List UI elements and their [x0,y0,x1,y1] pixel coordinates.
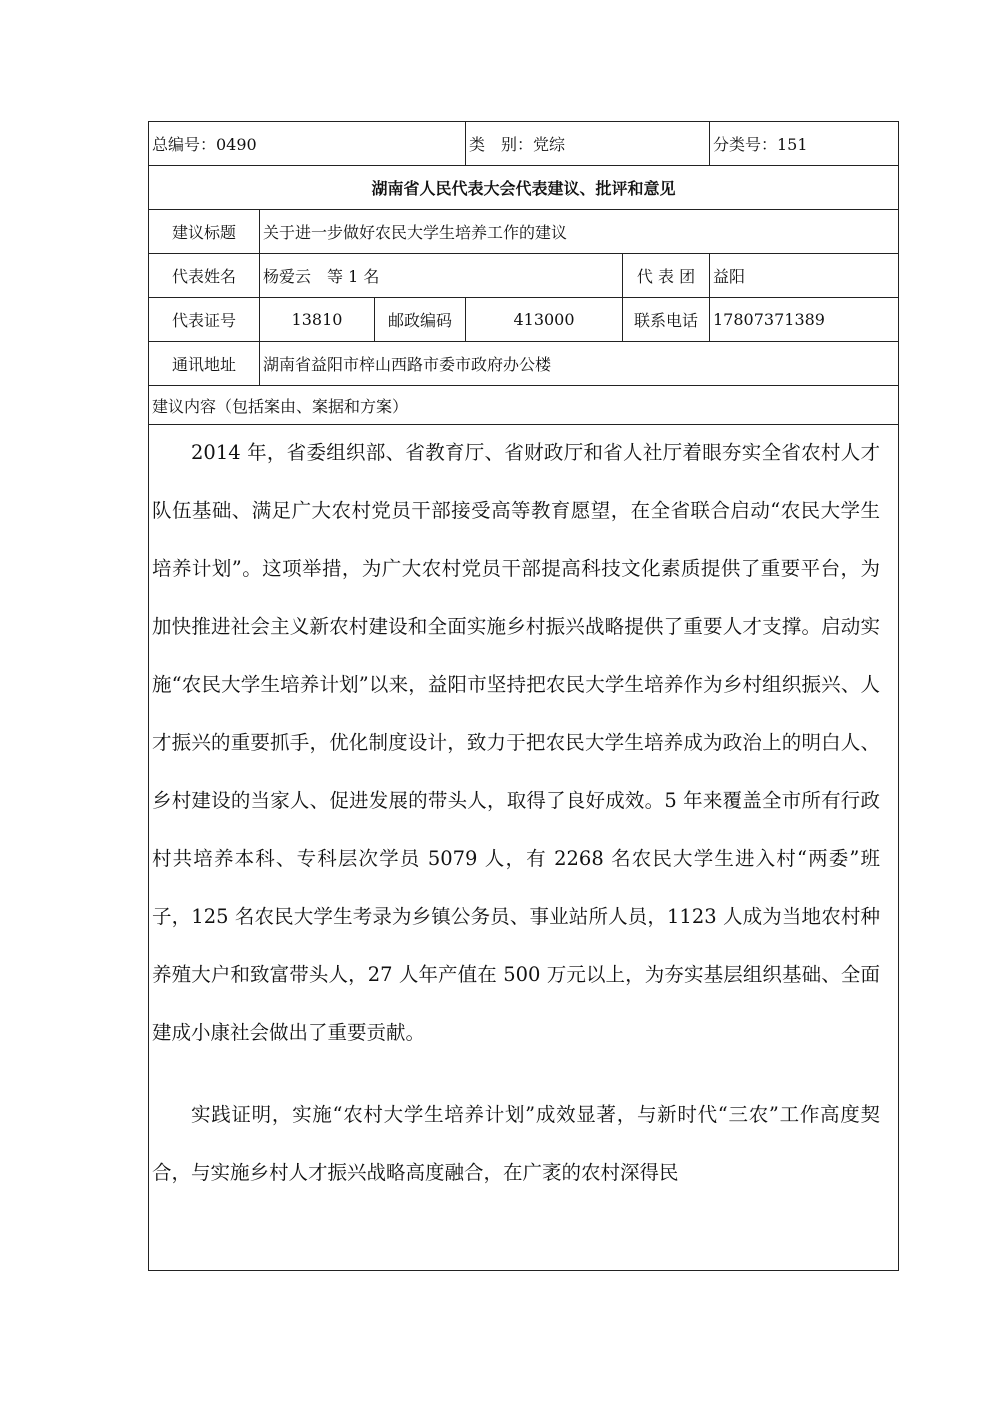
phone-value: 17807371389 [713,310,825,329]
delegation-value: 益阳 [713,267,746,286]
id-value: 13810 [291,310,343,329]
form-title: 湖南省人民代表大会代表建议、批评和意见 [371,179,676,198]
topic-value: 关于进一步做好农民大学生培养工作的建议 [263,223,568,242]
postcode-label: 邮政编码 [387,311,452,330]
proposal-form [148,121,899,1271]
phone-label: 联系电话 [633,311,698,330]
name-label: 代表姓名 [171,267,236,286]
name-value: 杨爱云 等 1 名 [263,267,380,286]
id-label: 代表证号 [171,311,236,330]
postcode-value: 413000 [513,310,575,329]
content-label: 建议内容（包括案由、案据和方案） [152,396,409,416]
proposal-content [149,424,898,1202]
delegation-label: 代 表 团 [636,267,696,286]
content-paragraph: 实践证明，实施“农村大学生培养计划”成效显著，与新时代“三农”工作高度契合，与实施乡村人才振兴战略高度融合，在广袤的农村深得民 [152,1103,880,1184]
address-label: 通讯地址 [171,355,236,374]
content-paragraph: 2014 年，省委组织部、省教育厅、省财政厅和省人社厅着眼夯实全省农村人才队伍基础、满足广大农村党员干部接受高等教育愿望，在全省联合启动“农民大学生培养计划”。这项举措，为广大农村党员干部提高科技文化素质提供了重要平台，为加快推进社会主义新农村建设和全面实施乡村振兴战略提供了重要人才支撑。启动实施“农民大学生培养计划”以来，益阳市坚持把农民大学生培养作为乡村组织振兴、人才振兴的重要抓手，优化制度设计，致力于把农民大学生培养成为政治上的明白人、乡村建设的当家人、促进发展的带头人，取得了良好成效。5 年来覆盖全市所有行政村共培养本科、专科层次学员 5079 人，有 2268 名农民大学生进入村“两委”班子，125 名农民大学生考录为乡镇公务员、事业站所人员，1123 人成为当地农村种养殖大户和致富带头人，27 人年产值在 500 万元以上，为夯实基层组织基础、全面建成小康社会做出了重要贡献。 [152,441,880,1044]
address-value: 湖南省益阳市梓山西路市委市政府办公楼 [263,355,552,374]
class-number: 分类号：151 [713,135,808,154]
serial-number: 总编号：0490 [152,135,257,154]
category: 类 别：党综 [469,135,566,154]
topic-label: 建议标题 [171,223,236,242]
